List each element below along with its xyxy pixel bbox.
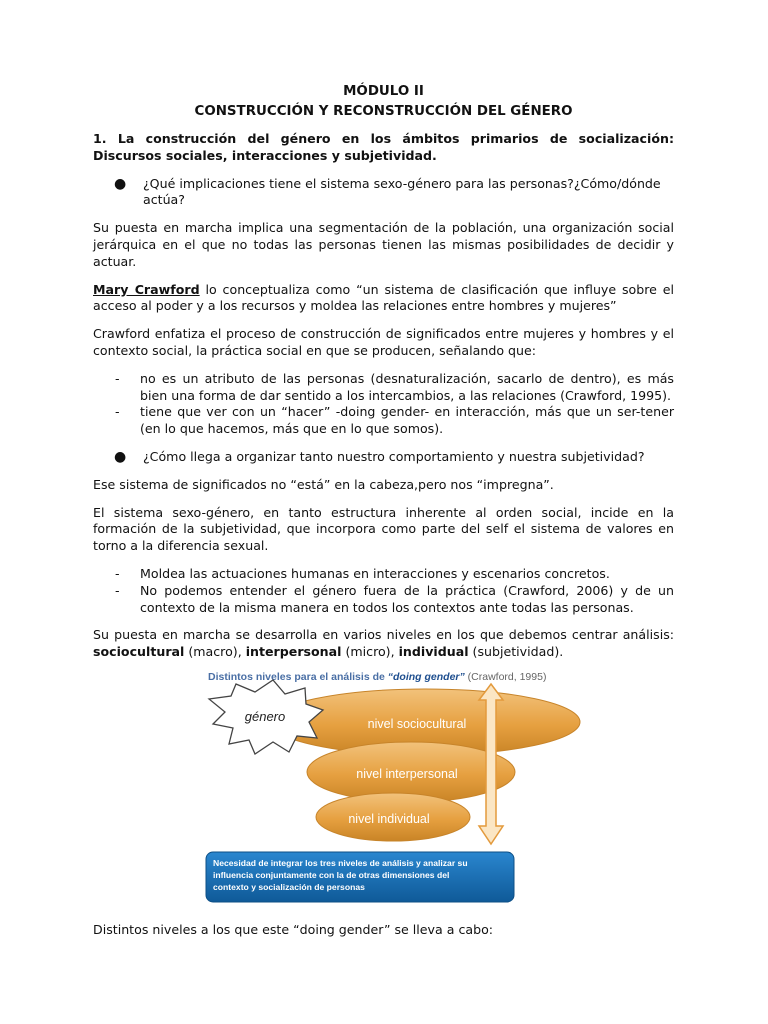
dash-text: tiene que ver con un “hacer” -doing gender- en interacción, más que un ser-tener (en lo que hacemos, más que en lo que somos). — [140, 404, 674, 437]
paragraph-6 — [93, 627, 674, 661]
bullet-icon: ● — [114, 448, 127, 465]
p6-bold-individual: individual — [398, 644, 469, 660]
paragraph-4: Ese sistema de significados no “está” en la cabeza,pero nos “impregna”. — [93, 476, 554, 492]
figure-title: Distintos niveles para el análisis de “doing gender” (Crawford, 1995) — [208, 670, 547, 683]
burst-label: género — [244, 708, 286, 724]
bullet-item — [93, 176, 674, 210]
dash-item — [93, 371, 674, 405]
figure-svg — [203, 666, 585, 908]
p6-text-3: (micro), — [341, 644, 399, 660]
note-line-3: contexto y socialización de personas — [213, 881, 365, 892]
dash-list-1 — [93, 371, 674, 438]
dash-list-2 — [93, 566, 674, 616]
dash-text: no es un atributo de las personas (desnaturalización, sacarlo de dentro), es más bien una forma de dar sentido a los intercambios, a las relaciones (Crawford, 1995). — [140, 370, 674, 403]
note-line-1: Necesidad de integrar los tres niveles de análisis y analizar su — [213, 857, 468, 868]
paragraph-5: El sistema sexo-género, en tanto estructura inherente al orden social, incide en la formación de la subjetividad, que incorpora como parte del self el sistema de valores en torno a la diferencia sexual. — [93, 504, 674, 554]
bullet-icon: ● — [114, 175, 127, 192]
document-page — [93, 82, 674, 950]
dash-text: Moldea las actuaciones humanas en interacciones y escenarios concretos. — [140, 565, 610, 581]
p6-bold-sociocultural: sociocultural — [93, 644, 185, 660]
paragraph-2-text: lo conceptualiza como “un sistema de clasificación que influye sobre el acceso al poder y a los recursos y moldea las relaciones entre hombres y mujeres” — [93, 281, 675, 314]
author-name: Mary Crawford — [93, 281, 200, 297]
doing-gender-figure — [203, 666, 585, 908]
dash-text: No podemos entender el género fuera de la práctica (Crawford, 2006) y de un contexto de la misma manera en todos los contextos ante todas las personas. — [140, 582, 674, 615]
note-line-2: influencia conjuntamente con la de otras dimensiones del — [213, 869, 450, 880]
bullet-list-2 — [93, 449, 674, 466]
closing-paragraph: Distintos niveles a los que este “doing gender” se lleva a cabo: — [93, 921, 494, 937]
dash-icon: - — [115, 582, 120, 598]
bullet-list-1 — [93, 176, 674, 210]
level-individual-label: nivel individual — [348, 811, 430, 826]
bullet-item — [93, 449, 674, 466]
dash-item — [93, 404, 674, 438]
module-label: MÓDULO II — [343, 84, 424, 99]
integration-note-box — [206, 852, 514, 902]
section-heading: 1. La construcción del género en los ámbitos primarios de socialización: Discursos sociales, interacciones y subjetividad. — [93, 131, 674, 163]
level-interpersonal-label: nivel interpersonal — [356, 766, 458, 781]
document-title: CONSTRUCCIÓN Y RECONSTRUCCIÓN DEL GÉNERO — [194, 104, 573, 119]
dash-item — [93, 583, 674, 617]
bullet-text: ¿Cómo llega a organizar tanto nuestro comportamiento y nuestra subjetividad? — [143, 448, 645, 464]
paragraph-1: Su puesta en marcha implica una segmentación de la población, una organización social jerárquica en el que no todas las personas tienen las mismas posibilidades de decidir y actuar. — [93, 220, 674, 269]
dash-icon: - — [115, 404, 120, 420]
p6-bold-interpersonal: interpersonal — [245, 644, 342, 660]
p6-text-1: Su puesta en marcha se desarrolla en varios niveles en los que debemos centrar análisis: — [93, 627, 674, 643]
p6-text-4: (subjetividad). — [468, 644, 564, 660]
bullet-text: ¿Qué implicaciones tiene el sistema sexo-género para las personas?¿Cómo/dónde actúa? — [143, 175, 661, 208]
paragraph-2 — [93, 282, 674, 316]
dash-icon: - — [115, 370, 120, 386]
p6-text-2: (macro), — [184, 644, 246, 660]
level-sociocultural-label: nivel sociocultural — [367, 716, 467, 731]
paragraph-3: Crawford enfatiza el proceso de construcción de significados entre mujeres y hombres y el contexto social, la práctica social en que se producen, señalando que: — [93, 326, 674, 358]
dash-item — [93, 566, 674, 583]
dash-icon: - — [115, 565, 120, 581]
